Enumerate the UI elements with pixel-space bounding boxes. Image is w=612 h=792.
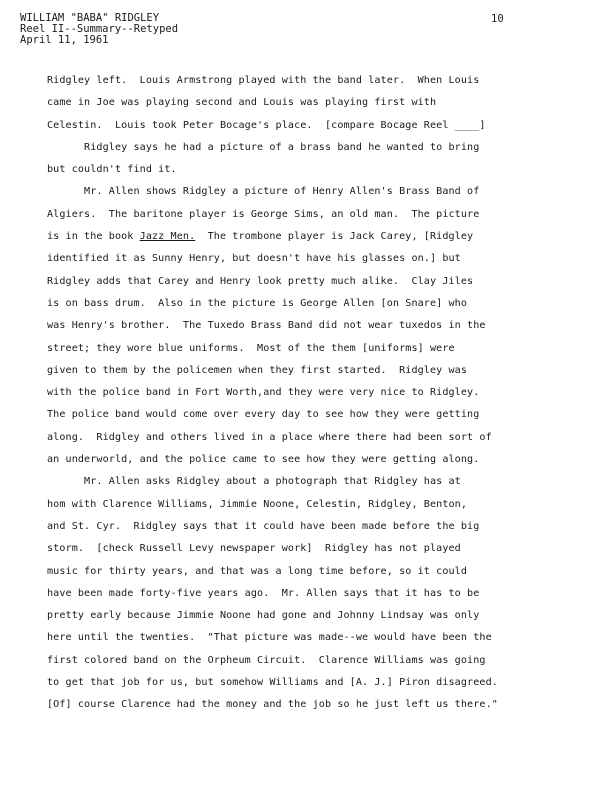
body-line: with the police band in Fort Worth,and they were very nice to Ridgley. bbox=[47, 387, 480, 399]
header-date: April 11, 1961 bbox=[20, 34, 109, 46]
body-line: storm. [check Russell Levy newspaper work] Ridgley has not played bbox=[47, 543, 461, 555]
body-line-lead: is in the book bbox=[47, 231, 140, 243]
body-line: Ridgley says he had a picture of a brass band he wanted to bring bbox=[47, 141, 480, 153]
body-line: is on bass drum. Also in the picture is George Allen [on Snare] who bbox=[47, 297, 468, 309]
page-header bbox=[20, 13, 178, 46]
book-title: Jazz Men. bbox=[139, 231, 196, 243]
body-line: an underworld, and the police came to see how they were getting along. bbox=[47, 454, 480, 466]
body-line: to get that job for us, but somehow Williams and [A. J.] Piron disagreed. bbox=[47, 677, 498, 689]
body-line: but couldn't find it. bbox=[47, 164, 177, 176]
body-line: Algiers. The baritone player is George Sims, an old man. The picture bbox=[47, 208, 480, 220]
body-line: came in Joe was playing second and Louis was playing first with bbox=[47, 97, 437, 109]
body-line: The police band would come over every day to see how they were getting bbox=[47, 409, 480, 421]
body-line: [Of] course Clarence had the money and the job so he just left us there." bbox=[47, 699, 498, 711]
body-line: Mr. Allen shows Ridgley a picture of Henry Allen's Brass Band of bbox=[47, 186, 480, 198]
body-line-tail: The trombone player is Jack Carey, [Ridgley bbox=[195, 231, 474, 243]
body-line: Celestin. Louis took Peter Bocage's place. [compare Bocage Reel ____] bbox=[47, 119, 486, 131]
body-line: have been made forty-five years ago. Mr. Allen says that it has to be bbox=[47, 587, 480, 599]
body-line: pretty early because Jimmie Noone had gone and Johnny Lindsay was only bbox=[47, 610, 480, 622]
page-number: 10 bbox=[491, 13, 504, 25]
header-interviewee: WILLIAM "BABA" RIDGLEY bbox=[20, 12, 160, 24]
body-line: first colored band on the Orpheum Circuit. Clarence Williams was going bbox=[47, 654, 486, 666]
header-reel: Reel II--Summary--Retyped bbox=[20, 23, 179, 35]
body-line: hom with Clarence Williams, Jimmie Noone, Celestin, Ridgley, Benton, bbox=[47, 498, 468, 510]
body-line: was Henry's brother. The Tuxedo Brass Band did not wear tuxedos in the bbox=[47, 320, 486, 332]
body-line: and St. Cyr. Ridgley says that it could have been made before the big bbox=[47, 520, 480, 532]
body-line: street; they wore blue uniforms. Most of the them [uniforms] were bbox=[47, 342, 455, 354]
body-line: Ridgley adds that Carey and Henry look pretty much alike. Clay Jiles bbox=[47, 275, 474, 287]
body-line: here until the twenties. "That picture was made--we would have been the bbox=[47, 632, 492, 644]
body-line-with-book-title bbox=[47, 226, 587, 248]
transcript-body bbox=[47, 70, 587, 717]
body-line: given to them by the policemen when they first started. Ridgley was bbox=[47, 364, 468, 376]
body-line: identified it as Sunny Henry, but doesn't have his glasses on.] but bbox=[47, 253, 461, 265]
body-line: along. Ridgley and others lived in a place where there had been sort of bbox=[47, 431, 492, 443]
body-line: music for thirty years, and that was a long time before, so it could bbox=[47, 565, 468, 577]
body-line: Mr. Allen asks Ridgley about a photograph that Ridgley has at bbox=[47, 476, 461, 488]
body-line: Ridgley left. Louis Armstrong played with the band later. When Louis bbox=[47, 75, 480, 86]
